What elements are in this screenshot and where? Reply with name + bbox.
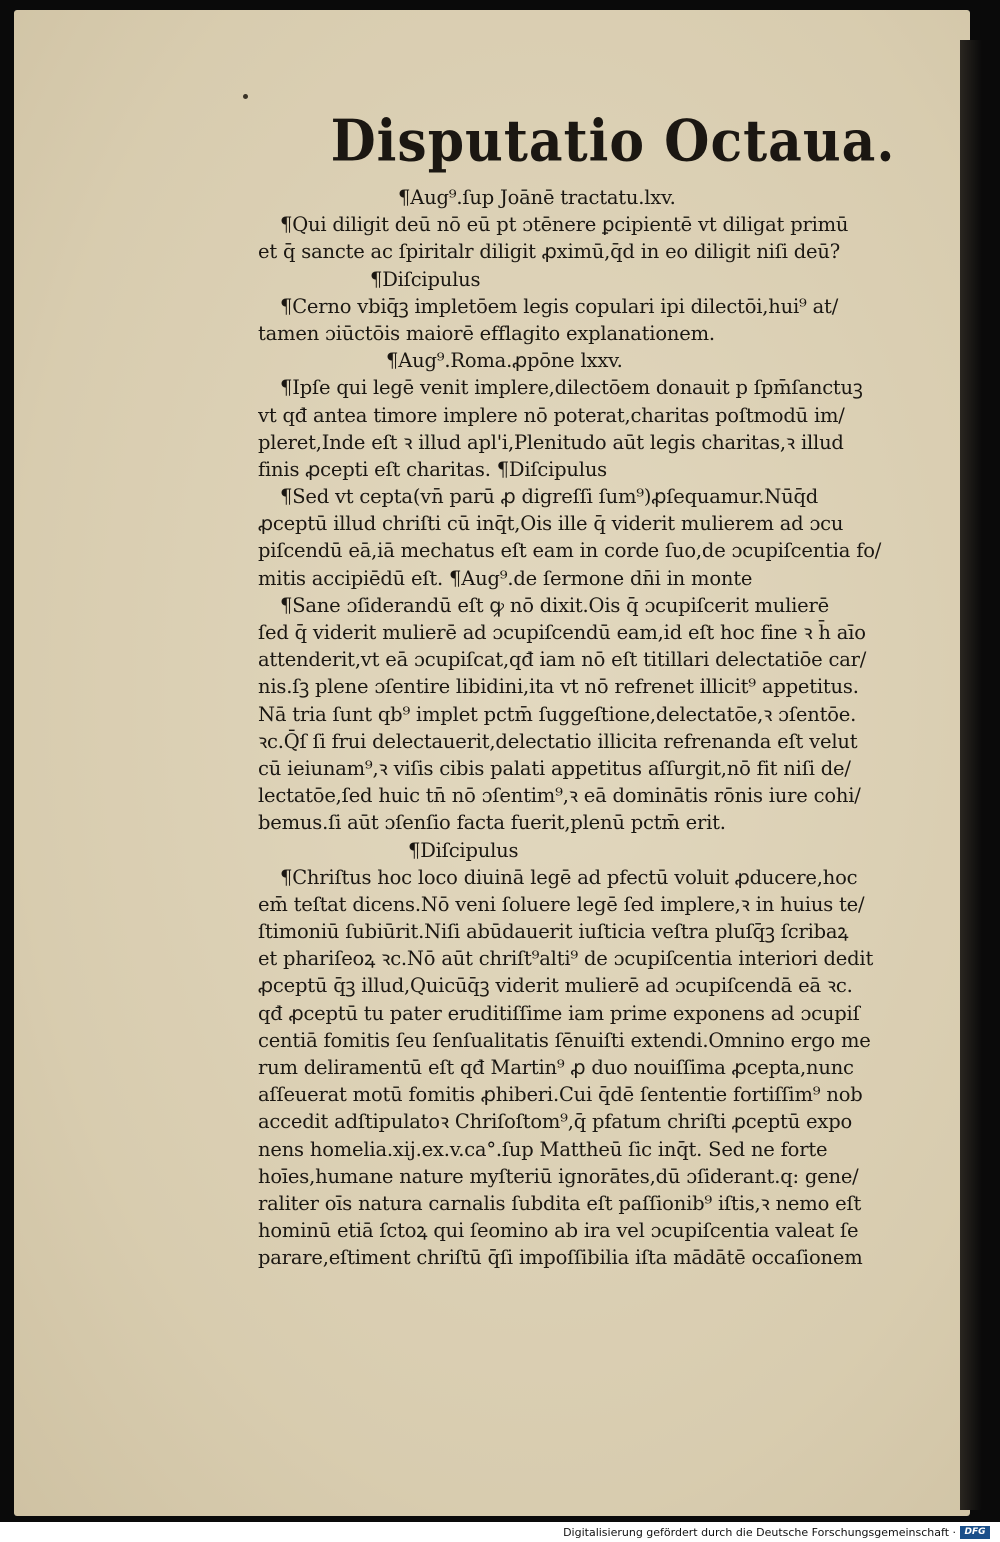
body-text [258,184,928,1272]
text-line: nis.ſꝫ plene ɔſentire libidini,ita vt nō refrenet illicit⁹ appetitus. [258,675,859,699]
dfg-logo: DFG [960,1526,990,1539]
text-line: mitis accipiēdū eſt. ¶Aug⁹.de ſermone dn̄i in monte [258,566,753,590]
text-line: accedit adſtipulatoꝛ Chriſoſtom⁹,q̄ pfatum chriſti ꝓceptū expo [258,1110,853,1134]
page-title: Disputatio Octaua. [330,107,896,175]
text-line: ſtimoniū ſubiūrit.Niſi abūdauerit iuſticia veſtra pluſq̄ꝫ ſcribaꝝ [258,920,849,944]
text-line: ¶Sane ɔſiderandū eſt ꝙ nō dixit.Ois q̄ ɔcupiſcerit mulierē [280,593,829,617]
text-line: ¶Sed vt cepta(vn̄ parū ꝓ digreſſi ſum⁹)ꝓſequamur.Nūq̄d [280,485,819,509]
text-line: ¶Diſcipulus [408,838,519,862]
text-line: et phariſeoꝝ ꝛc.Nō aūt chriſt⁹alti⁹ de ɔcupiſcentia interiori dedit [258,947,874,971]
text-line: tamen ɔiūctōis maiorē efflagito explanationem. [258,321,715,345]
text-line: lectatōe,ſed huic tn̄ nō ɔſentim⁹,ꝛ eā dominātis rōnis iure cohi/ [258,784,861,808]
text-line: qđ ꝓceptū tu pater eruditiſſime iam prime exponens ad ɔcupiſ [258,1001,860,1025]
footer-credit: Digitalisierung gefördert durch die Deutsche Forschungsgemeinschaft · [563,1525,956,1539]
text-line: vt qđ antea timore implere nō poterat,charitas poſtmodū im/ [258,403,845,427]
text-line: rum deliramentū eſt qđ Martin⁹ ꝓ duo nouiſſima ꝓcepta,nunc [258,1056,854,1079]
text-block [258,106,928,1272]
text-line: ¶Aug⁹.Roma.ꝓpōne lxxv. [386,349,623,373]
text-line: ¶Chriſtus hoc loco diuinā legē ad pfectū voluit ꝓducere,hoc [280,865,858,889]
text-line: aſſeuerat motū fomitis ꝓhiberi.Cui q̄dē ſententie fortiſſim⁹ nob [258,1083,863,1107]
text-line: raliter oīs natura carnalis ſubdita eſt paſſionib⁹ iſtis,ꝛ nemo eſt [258,1191,862,1215]
text-line: hoīes,humane nature myſteriū ignorātes,dū ɔſiderant.q: gene/ [258,1164,859,1188]
text-line: cū ieiunam⁹,ꝛ viſis cibis palati appetitus aſſurgit,nō fit niſi de/ [258,756,851,780]
footer [563,1524,990,1540]
ink-spot [243,94,248,99]
text-line: ¶Ipſe qui legē venit implere,dilectōem donauit p ſpm̄ſanctuꝫ [280,376,863,400]
text-line: parare,eſtiment chriſtū q̄ſi impoſſibilia iſta mādātē occaſionem [258,1246,863,1270]
text-line: ¶Qui diligit deū nō eū pt ɔtēnere ꝑcipientē vt diligat primū [280,213,849,237]
text-line: em̄ teſtat dicens.Nō veni ſoluere legē ſed implere,ꝛ in huius te/ [258,892,865,916]
text-line: et q̄ sancte ac ſpiritalr diligit ꝓximū,q̄d in eo diligit niſi deū? [258,240,840,264]
text-line: piſcendū eā,iā mechatus eſt eam in corde ſuo,de ɔcupiſcentia fo/ [258,539,882,563]
text-line: ſed q̄ viderit mulierē ad ɔcupiſcendū eam,id eſt hoc fine ꝛ h̄ aīo [258,621,866,644]
text-line: ꝓceptū q̄ꝫ illud,Quicūq̄ꝫ viderit mulierē ad ɔcupiſcendā eā ꝛc. [258,974,853,998]
text-line: ¶Aug⁹.ſup Joānē tractatu.lxv. [398,186,676,209]
text-line: pleret,Inde eſt ꝛ illud apl'i,Plenitudo aūt legis charitas,ꝛ illud [258,430,844,454]
text-line: ¶Diſcipulus [370,267,481,291]
page-edge-shadow [960,40,982,1510]
text-line: finis ꝓcepti eſt charitas. ¶Diſcipulus [258,457,607,481]
text-line: ꝛc.Q̄ſ ſi frui delectauerit,delectatio illicita refrenanda eſt velut [258,729,858,753]
text-line: nens homelia.xij.ex.v.ca°.ſup Mattheū ſic inq̄t. Sed ne forte [258,1137,828,1161]
text-line: Nā tria ſunt qb⁹ implet pctm̄ ſuggeſtione,delectatōe,ꝛ ɔſentōe. [258,702,857,726]
text-line: ꝓceptū illud chriſti cū inq̄t,Ois ille q̄ viderit mulierem ad ɔcu [258,512,844,536]
text-line: centiā fomitis ſeu ſenſualitatis ſēnuiſti extendi.Omnino ergo me [258,1028,871,1052]
text-line: bemus.ſi aūt ɔſenſio facta fuerit,plenū pctm̄ erit. [258,811,726,835]
text-line: ¶Cerno vbiq̄ꝫ impletōem legis copulari ipi dilectōi,hui⁹ at/ [280,294,839,318]
text-line: hominū etiā ſctoꝝ qui ſeomino ab ira vel ɔcupiſcentia valeat ſe [258,1219,859,1243]
text-line: attenderit,vt eā ɔcupiſcat,qđ iam nō eſt titillari delectatiōe car/ [258,648,867,672]
